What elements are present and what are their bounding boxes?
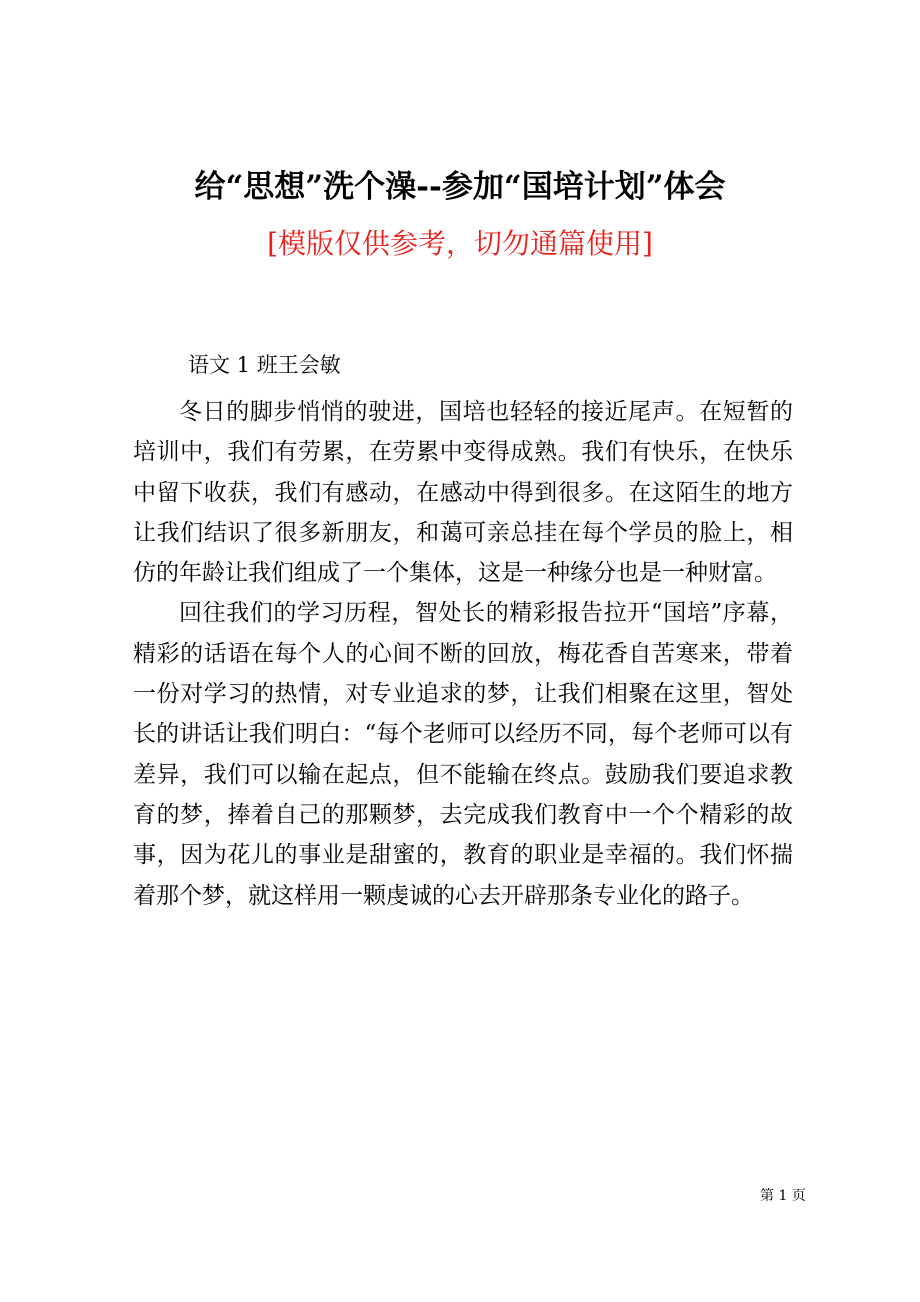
document-body <box>133 392 793 916</box>
document-subtitle: [模版仅供参考，切勿通篇使用] <box>267 227 653 260</box>
author-line: 语文 1 班王会敏 <box>188 353 341 377</box>
paragraph-1: 冬日的脚步悄悄的驶进，国培也轻轻的接近尾声。在短暂的培训中，我们有劳累，在劳累中变得成熟。我们有快乐，在快乐中留下收获，我们有感动，在感动中得到很多。在这陌生的地方让我们结识了很多新朋友，和蔼可亲总挂在每个学员的脸上，相仿的年龄让我们组成了一个集体，这是一种缘分也是一种财富。 <box>133 399 793 587</box>
page-number: 第 1 页 <box>760 1188 806 1204</box>
document-title: 给“思想”洗个澡--参加“国培计划”体会 <box>194 169 726 205</box>
paragraph-2: 回往我们的学习历程，智处长的精彩报告拉开“国培”序幕，精彩的话语在每个人的心间不断的回放，梅花香自苦寒来，带着一份对学习的热情，对专业追求的梦，让我们相聚在这里，智处长的讲话让我们明白：“每个老师可以经历不同，每个老师可以有差异，我们可以输在起点，但不能输在终点。鼓励我们要追求教育的梦，捧着自己的那颗梦，去完成我们教育中一个个精彩的故事，因为花儿的事业是甜蜜的，教育的职业是幸福的。我们怀揣着那个梦，就这样用一颗虔诚的心去开辟那条专业化的路子。 <box>133 600 793 909</box>
